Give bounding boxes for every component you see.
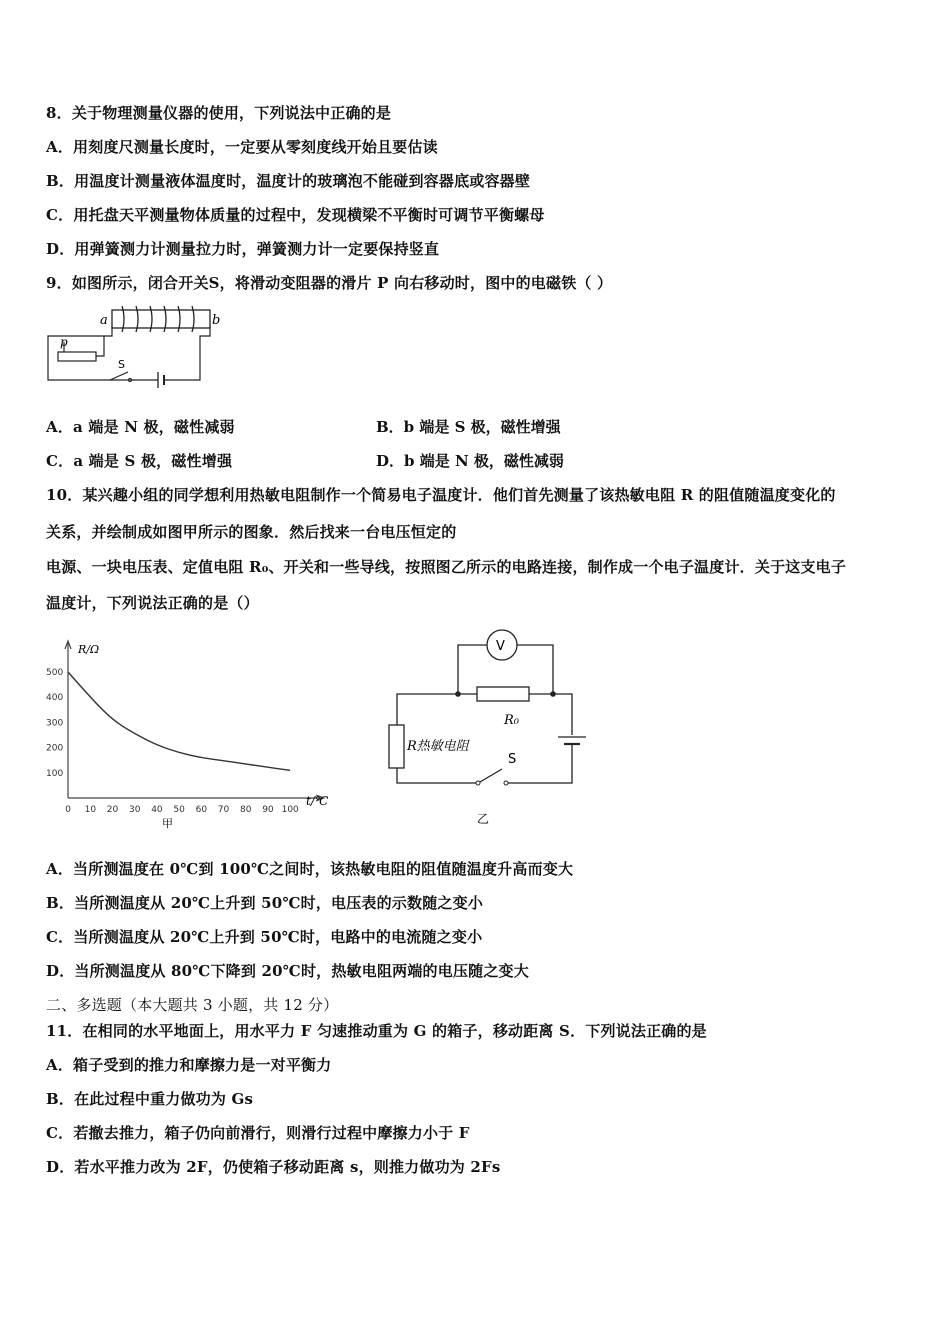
bottom-wire	[397, 768, 476, 783]
y-axis-label: R/Ω	[78, 643, 100, 656]
y-tick-label: 300	[46, 718, 64, 729]
right-wire	[508, 744, 572, 783]
q11-option-c: C．若撤去推力，箱子仍向前滑行，则滑行过程中摩擦力小于 F	[46, 1124, 470, 1142]
q10-resistance-temperature-chart	[40, 635, 340, 835]
label-b: b	[212, 313, 221, 328]
x-tick-label: 0	[65, 805, 71, 815]
x-tick-label: 20	[106, 805, 119, 815]
top-wire	[397, 694, 477, 725]
q10-option-d: D．当所测温度从 80℃下降到 20℃时，热敏电阻两端的电压随之变大	[46, 962, 529, 980]
x-tick-label: 80	[240, 805, 252, 815]
y-tick-label: 500	[46, 668, 64, 678]
wire-right	[164, 326, 210, 380]
q11-option-d: D．若水平推力改为 2F，仍使箱子移动距离 s，则推力做功为 2Fs	[46, 1158, 501, 1176]
q8-option-d: D．用弹簧测力计测量拉力时，弹簧测力计一定要保持竖直	[46, 240, 440, 258]
resistance-curve	[68, 672, 290, 770]
q10-stem-line2: 关系，并绘制成如图甲所示的图象．然后找来一台电压恒定的	[46, 523, 457, 541]
switch-contact2	[504, 781, 508, 785]
q11-option-b: B．在此过程中重力做功为 Gs	[46, 1090, 254, 1108]
x-tick-label: 50	[173, 805, 185, 815]
junction-left	[455, 691, 461, 697]
section-heading-multiple-choice: 二、多选题（本大题共 3 小题，共 12 分）	[46, 996, 339, 1014]
q9-electromagnet-circuit	[40, 300, 230, 390]
q9-option-b: B．b 端是 S 极，磁性增强	[376, 418, 561, 436]
q8-stem: 8．关于物理测量仪器的使用，下列说法中正确的是	[46, 104, 392, 122]
rheostat	[58, 352, 96, 361]
switch-s2	[480, 769, 502, 782]
rheostat-wire	[96, 336, 104, 356]
x-axis-label: t/℃	[306, 794, 329, 808]
q10-stem-line1: 10．某兴趣小组的同学想利用热敏电阻制作一个简易电子温度计．他们首先测量了该热敏电阻 R 的阻值随温度变化的	[46, 486, 836, 504]
thermistor-r	[389, 725, 404, 768]
q9-stem: 9．如图所示，闭合开关S，将滑动变阻器的滑片 P 向右移动时，图中的电磁铁（ ）	[46, 274, 613, 292]
thermistor-label: R热敏电阻	[407, 739, 469, 754]
q10-option-c: C．当所测温度从 20℃上升到 50℃时，电路中的电流随之变小	[46, 928, 483, 946]
q8-option-b: B．用温度计测量液体温度时，温度计的玻璃泡不能碰到容器底或容器壁	[46, 172, 531, 190]
r0-label: R₀	[504, 713, 519, 728]
y-tick-label: 100	[46, 768, 64, 779]
x-tick-label: 60	[195, 805, 208, 815]
label-p: p	[60, 335, 68, 349]
x-tick-label: 30	[129, 805, 141, 815]
junction-right	[550, 691, 556, 697]
q8-option-c: C．用托盘天平测量物体质量的过程中，发现横梁不平衡时可调节平衡螺母	[46, 206, 545, 224]
x-tick-label: 10	[84, 805, 97, 815]
q9-option-c: C．a 端是 S 极，磁性增强	[46, 452, 233, 470]
switch-label: S	[508, 752, 517, 767]
x-tick-label: 90	[262, 805, 274, 815]
q10-stem-line4: 温度计，下列说法正确的是（）	[46, 594, 259, 612]
q9-option-d: D．b 端是 N 极，磁性减弱	[376, 452, 564, 470]
q10-option-b: B．当所测温度从 20℃上升到 50℃时，电压表的示数随之变小	[46, 894, 484, 912]
q11-option-a: A．箱子受到的推力和摩擦力是一对平衡力	[46, 1056, 332, 1074]
label-s: S	[118, 358, 125, 371]
q9-option-a: A．a 端是 N 极，磁性减弱	[46, 418, 235, 436]
x-tick-label: 70	[217, 805, 230, 815]
q8-option-a: A．用刻度尺测量长度时，一定要从零刻度线开始且要估读	[46, 138, 438, 156]
q10-thermometer-circuit	[380, 625, 600, 830]
voltmeter-symbol: V	[496, 639, 505, 654]
figure-jia-label: 甲	[162, 817, 173, 830]
y-tick-label: 400	[46, 693, 64, 704]
q11-stem: 11．在相同的水平地面上，用水平力 F 匀速推动重为 G 的箱子，移动距离 S．下列说法正确的是	[46, 1022, 707, 1040]
electromagnet-core	[112, 310, 210, 328]
q10-stem-line3: 电源、一块电压表、定值电阻 R₀、开关和一些导线，按照图乙所示的电路连接，制作成一个电子温度计．关于这支电子	[46, 558, 847, 576]
switch-pivot	[476, 781, 480, 785]
resistor-r0	[477, 687, 529, 701]
x-tick-label: 40	[151, 805, 163, 815]
q10-option-a: A．当所测温度在 0℃到 100℃之间时，该热敏电阻的阻值随温度升高而变大	[46, 860, 574, 878]
x-tick-label: 100	[281, 805, 299, 815]
top-wire-right	[529, 694, 572, 735]
figure-yi-label: 乙	[477, 812, 490, 826]
y-tick-label: 200	[46, 743, 64, 754]
switch-s	[110, 372, 128, 380]
label-a: a	[100, 313, 108, 328]
